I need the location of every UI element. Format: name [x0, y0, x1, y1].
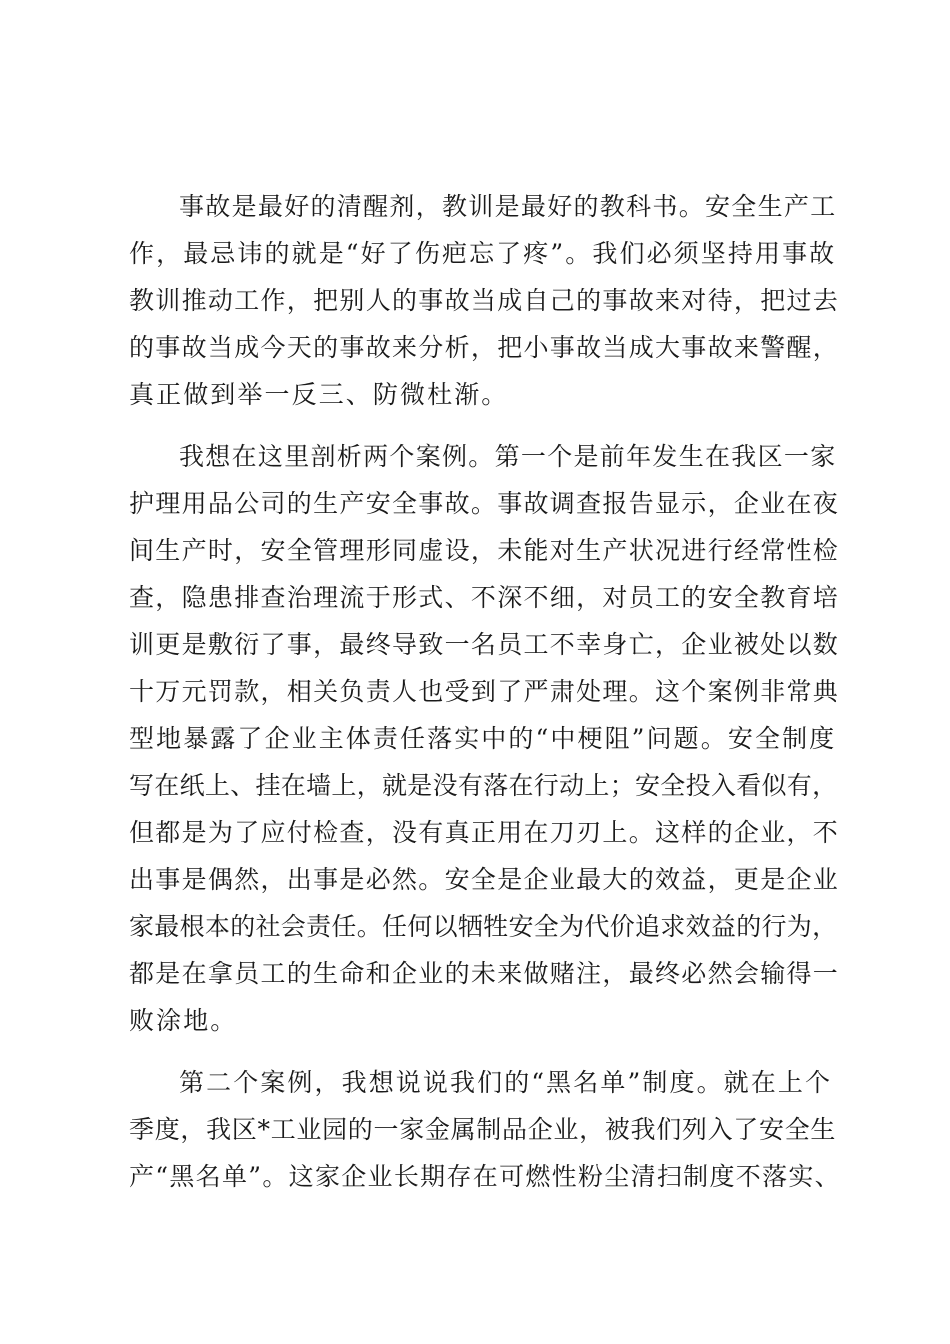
paragraph-line: 但都是为了应付检查，没有真正用在刀刃上。这样的企业，不 [129, 818, 840, 847]
paragraph-line: 型地暴露了企业主体责任落实中的“中梗阻”问题。安全制度 [129, 724, 837, 753]
paragraph-3 [129, 1059, 841, 1200]
paragraph-2 [129, 433, 841, 1044]
paragraph-line: 我想在这里剖析两个案例。第一个是前年发生在我区一家 [179, 442, 837, 471]
paragraph-line: 家最根本的社会责任。任何以牺牲安全为代价追求效益的行为， [129, 912, 838, 941]
paragraph-1 [129, 183, 841, 418]
paragraph-line: 败涂地。 [129, 1006, 238, 1035]
paragraph-line: 教训推动工作，把别人的事故当成自己的事故来对待，把过去 [129, 286, 840, 315]
document-body [129, 183, 841, 1215]
paragraph-line: 出事是偶然，出事是必然。安全是企业最大的效益，更是企业 [129, 865, 840, 894]
paragraph-line: 护理用品公司的生产安全事故。事故调查报告显示，企业在夜 [129, 489, 840, 518]
paragraph-line: 事故是最好的清醒剂，教训是最好的教科书。安全生产工 [179, 192, 837, 221]
paragraph-line: 十万元罚款，相关负责人也受到了严肃处理。这个案例非常典 [129, 677, 840, 706]
paragraph-line: 写在纸上、挂在墙上，就是没有落在行动上；安全投入看似有， [129, 771, 838, 800]
paragraph-line: 的事故当成今天的事故来分析，把小事故当成大事故来警醒， [129, 333, 840, 362]
paragraph-line: 真正做到举一反三、防微杜渐。 [129, 380, 509, 409]
paragraph-line: 作，最忌讳的就是“好了伤疤忘了疼”。我们必须坚持用事故 [129, 239, 837, 268]
paragraph-line: 季度，我区*工业园的一家金属制品企业，被我们列入了安全生 [129, 1115, 837, 1144]
paragraph-line: 都是在拿员工的生命和企业的未来做赌注，最终必然会输得一 [129, 959, 840, 988]
paragraph-line: 训更是敷衍了事，最终导致一名员工不幸身亡，企业被处以数 [129, 630, 840, 659]
paragraph-line: 查，隐患排查治理流于形式、不深不细，对员工的安全教育培 [129, 583, 840, 612]
paragraph-line: 第二个案例，我想说说我们的“黑名单”制度。就在上个 [179, 1068, 833, 1097]
paragraph-line: 间生产时，安全管理形同虚设，未能对生产状况进行经常性检 [129, 536, 840, 565]
paragraph-line: 产“黑名单”。这家企业长期存在可燃性粉尘清扫制度不落实、 [129, 1162, 841, 1191]
